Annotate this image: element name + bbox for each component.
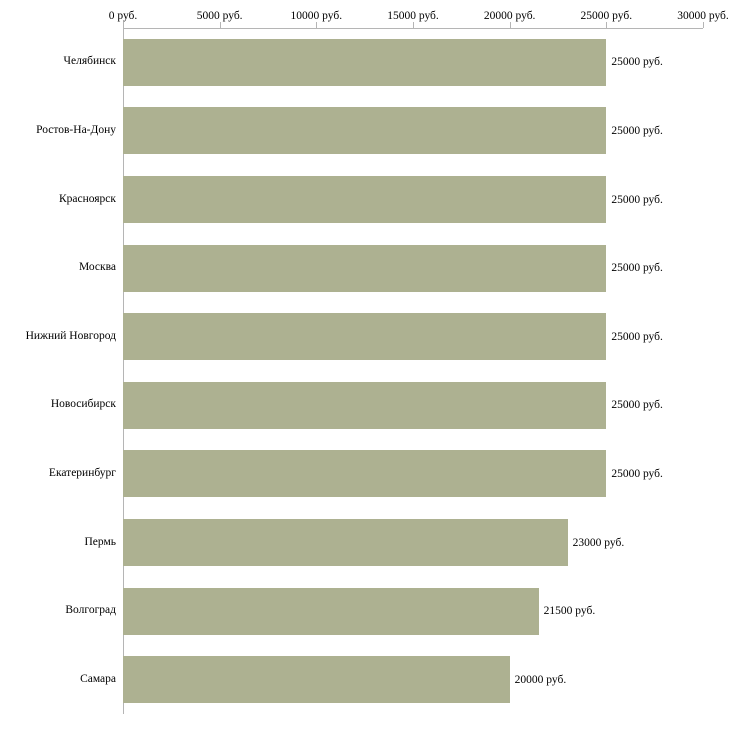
category-label: Москва — [78, 261, 116, 274]
bar-value-label: 25000 руб. — [611, 399, 663, 412]
bar-value-label: 25000 руб. — [611, 56, 663, 69]
x-tick-mark — [413, 22, 414, 28]
category-label: Пермь — [84, 535, 116, 548]
bar-value-label: 23000 руб. — [572, 536, 625, 549]
x-tick-mark — [510, 22, 511, 28]
bar[interactable] — [123, 382, 606, 429]
bar[interactable] — [123, 450, 606, 497]
x-tick-label: 10000 руб. — [290, 10, 343, 22]
x-tick-label: 25000 руб. — [580, 10, 633, 22]
bar-row — [0, 107, 730, 154]
bar-row — [0, 245, 730, 292]
bar[interactable] — [123, 656, 510, 703]
x-tick-label: 5000 руб. — [196, 10, 243, 22]
bar[interactable] — [123, 519, 568, 566]
bar-row — [0, 382, 730, 429]
category-label: Самара — [80, 672, 116, 685]
x-tick-label: 0 руб. — [108, 10, 138, 22]
category-label: Волгоград — [65, 604, 116, 617]
bar-row — [0, 588, 730, 635]
x-tick-label: 30000 руб. — [677, 10, 729, 22]
bar-row — [0, 313, 730, 360]
bar-row — [0, 450, 730, 497]
x-tick-mark — [606, 22, 607, 28]
x-tick-mark — [316, 22, 317, 28]
x-axis-line — [123, 28, 703, 29]
category-label: Екатеринбург — [48, 466, 116, 479]
bar-row — [0, 39, 730, 86]
bar-row — [0, 519, 730, 566]
bar-value-label: 20000 руб. — [514, 673, 567, 686]
bar-row — [0, 656, 730, 703]
bar[interactable] — [123, 245, 606, 292]
bar[interactable] — [123, 39, 606, 86]
bar-value-label: 25000 руб. — [611, 193, 663, 206]
category-label: Челябинск — [63, 55, 116, 68]
bar[interactable] — [123, 313, 606, 360]
bar-value-label: 21500 руб. — [543, 605, 596, 618]
bar[interactable] — [123, 107, 606, 154]
bar-value-label: 25000 руб. — [611, 262, 663, 275]
x-tick-label: 15000 руб. — [387, 10, 439, 22]
x-tick-label: 20000 руб. — [483, 10, 536, 22]
bar-row — [0, 176, 730, 223]
bar[interactable] — [123, 176, 606, 223]
category-label: Новосибирск — [50, 398, 116, 411]
category-label: Ростов-На-Дону — [36, 123, 116, 136]
bar-value-label: 25000 руб. — [611, 467, 663, 480]
bar-value-label: 25000 руб. — [611, 330, 663, 343]
x-tick-mark — [220, 22, 221, 28]
x-tick-mark — [703, 22, 704, 28]
category-label: Красноярск — [58, 192, 116, 205]
bar-value-label: 25000 руб. — [611, 124, 663, 137]
bar[interactable] — [123, 588, 539, 635]
x-tick-mark — [123, 22, 124, 28]
category-label: Нижний Новгород — [25, 329, 116, 342]
